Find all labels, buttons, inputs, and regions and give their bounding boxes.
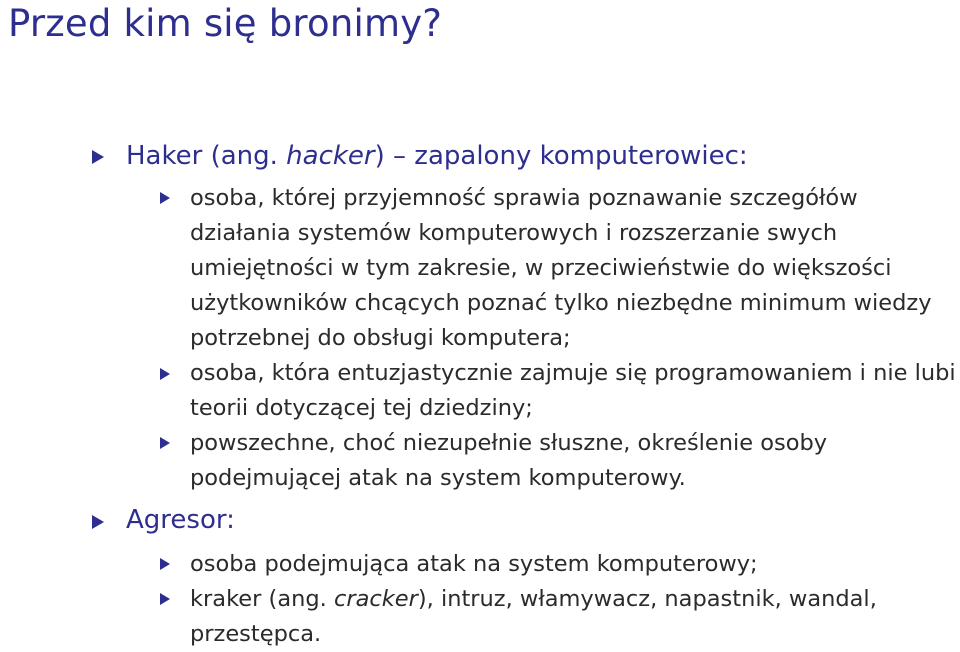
foreign-term-cracker: cracker	[333, 586, 418, 612]
sub-bullet-triangle-icon	[160, 593, 170, 605]
kraker-suffix: ), intruz, włamywacz, napastnik, wandal, przestępca.	[190, 586, 877, 647]
paren-prefix-text: (ang.	[210, 141, 287, 171]
haker-description: – zapalony komputerowiec:	[393, 141, 748, 171]
bullet-triangle-icon	[92, 515, 104, 529]
sub-bullet-triangle-icon	[160, 368, 170, 380]
bullet-triangle-icon	[92, 150, 104, 164]
subitem-haker-3: powszechne, choć niezupełnie słuszne, określenie osoby podejmującej atak na system komputerowy.	[190, 430, 828, 491]
kraker-prefix: kraker (ang.	[190, 586, 334, 612]
sub-bullet-triangle-icon	[160, 192, 170, 204]
sub-bullet-triangle-icon	[160, 437, 170, 449]
subitem-haker-2: osoba, która entuzjastycznie zajmuje się programowaniem i nie lubi teorii dotyczącej tej dziedziny;	[190, 360, 956, 421]
paren-prefix	[211, 141, 393, 171]
subitem-haker-1: osoba, której przyjemność sprawia poznawanie szczegółów działania systemów komputerowych i rozszerzanie swych umiejętności w tym zakresie, w przeciwieństwie do większości użytkowników chcących poznać tylko niezbędne minimum wiedzy potrzebnej do obsługi komputera;	[190, 185, 932, 351]
slide-title: Przed kim się bronimy?	[8, 2, 443, 45]
subitem-agresor-1: osoba podejmująca atak na system komputerowy;	[190, 551, 758, 577]
list-item-agresor	[126, 505, 235, 535]
sub-bullet-triangle-icon	[160, 558, 170, 570]
foreign-term-hacker: hacker	[286, 141, 375, 171]
term-agresor: Agresor:	[126, 505, 235, 535]
list-item-haker	[126, 141, 748, 171]
term-haker: Haker	[126, 141, 203, 171]
paren-suffix-text: )	[374, 141, 385, 171]
subitem-agresor-2	[190, 582, 960, 652]
